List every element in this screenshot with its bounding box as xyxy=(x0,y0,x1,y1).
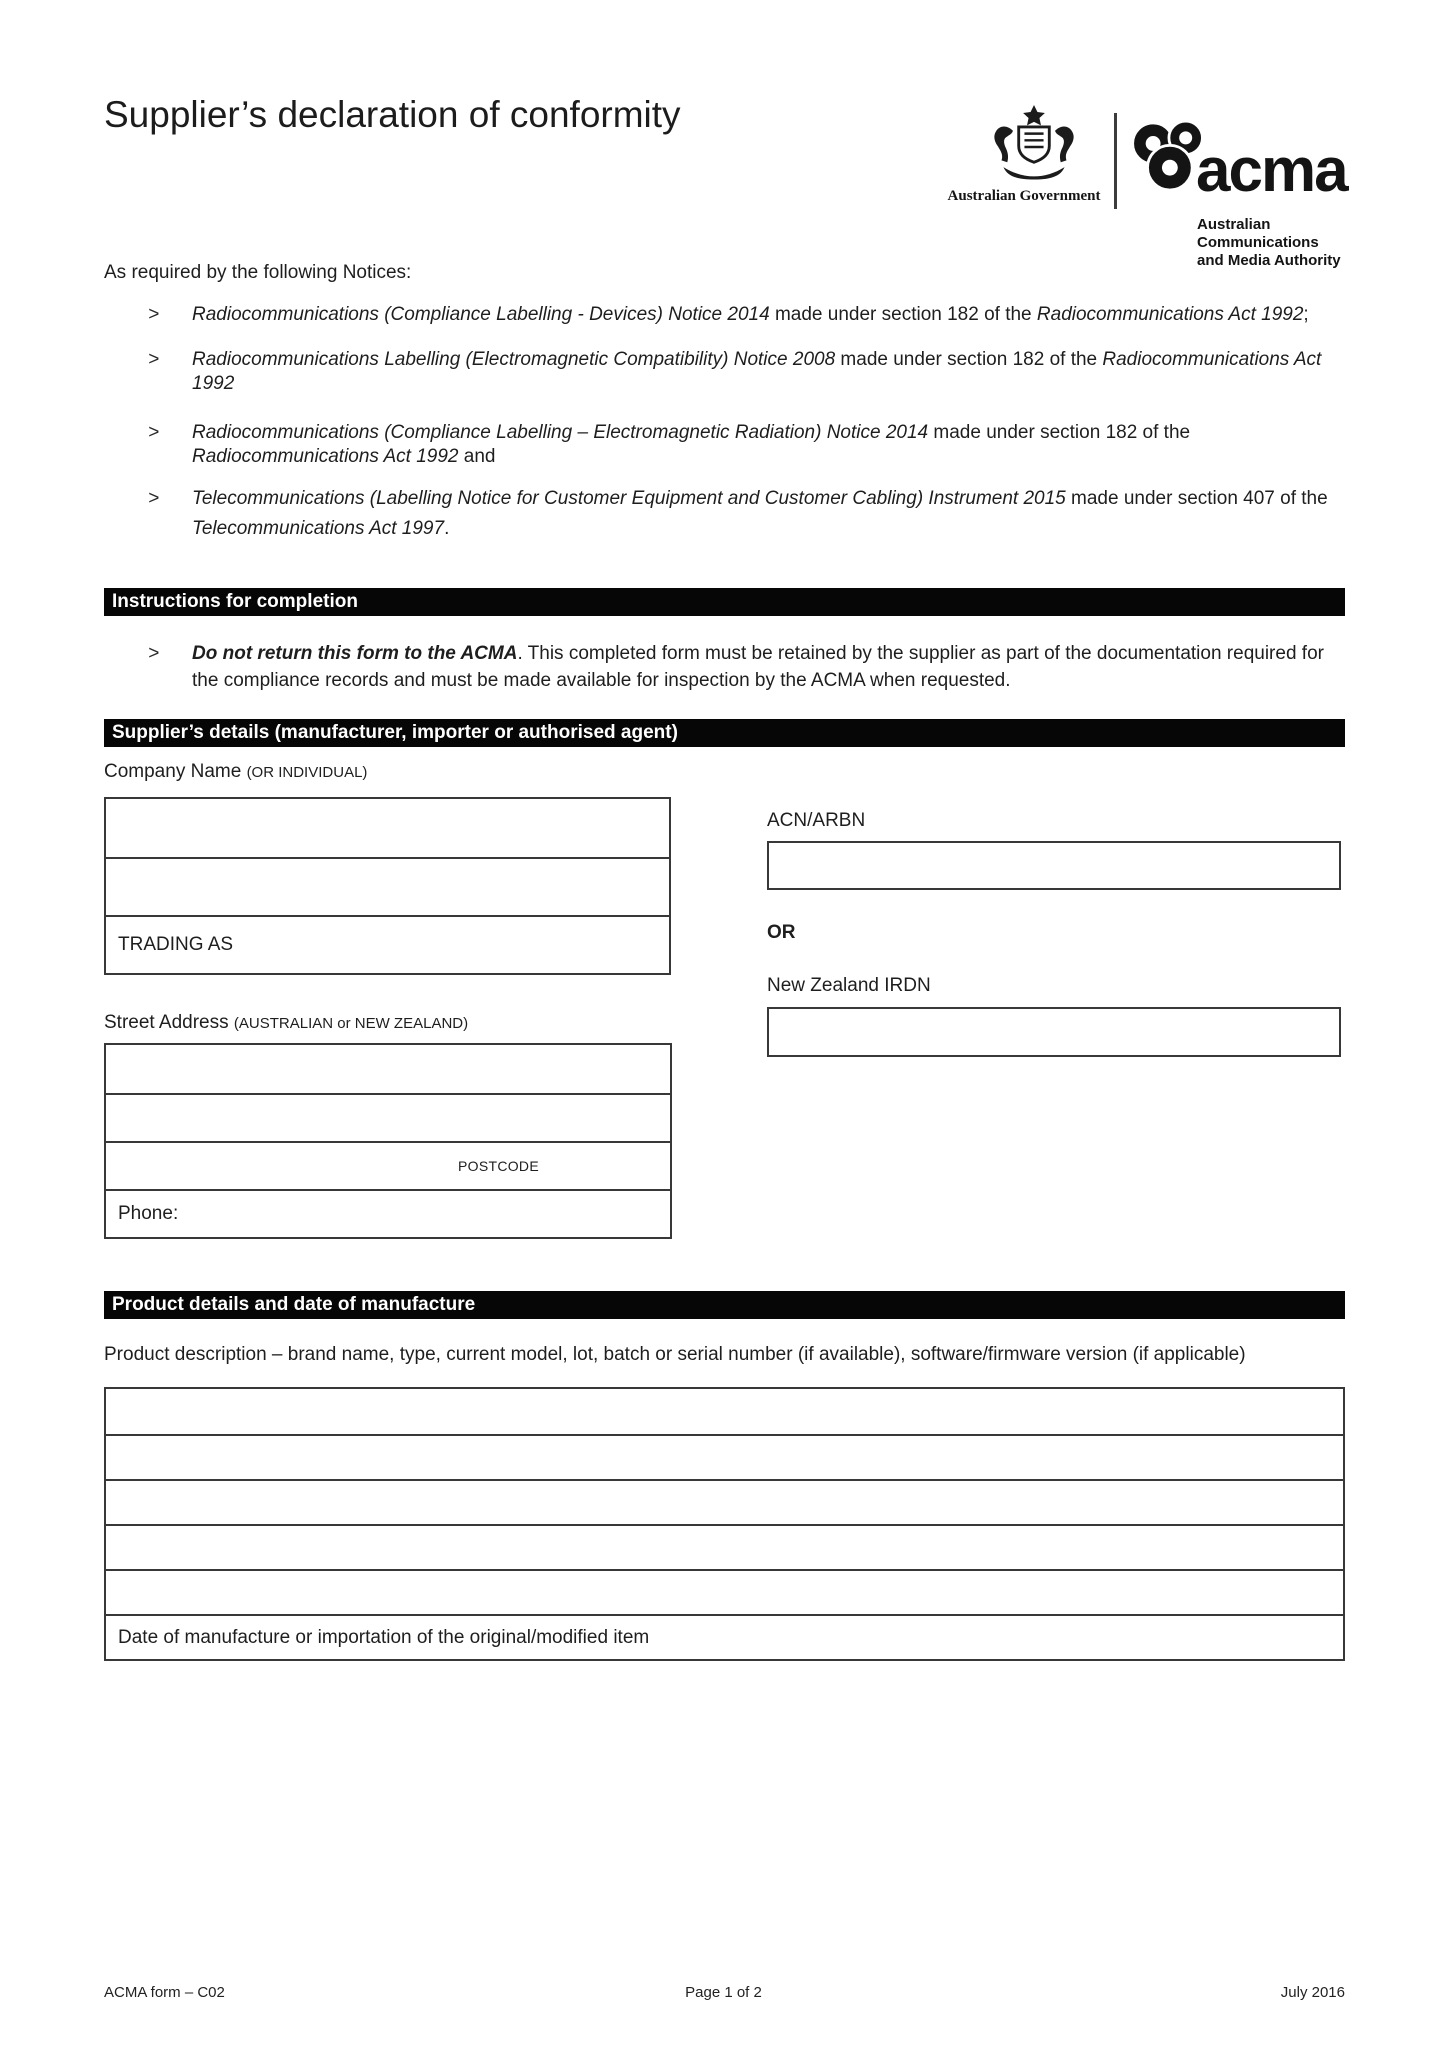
product-description-input-row[interactable] xyxy=(106,1389,1343,1434)
chevron-bullet-icon: > xyxy=(148,643,160,664)
acma-subtitle-line: and Media Authority xyxy=(1197,252,1341,269)
phone-label: Phone: xyxy=(118,1203,179,1224)
chevron-bullet-icon: > xyxy=(148,304,160,325)
page-title: Supplier’s declaration of conformity xyxy=(104,94,681,135)
instruction-text: Do not return this form to the ACMA. This completed form must be retained by the supplier as part of the documentation required for the compliance records and must be made available for inspection by the ACMA when requested. xyxy=(192,643,1324,691)
notice-item xyxy=(148,303,1348,327)
phone-input[interactable] xyxy=(106,1189,670,1237)
notice-text: Radiocommunications Labelling (Electromagnetic Compatibility) Notice 2008 made under section 182 of the Radiocommunications Act 1992 xyxy=(192,348,1322,394)
trading-as-input[interactable] xyxy=(106,915,669,973)
postcode-label: POSTCODE xyxy=(458,1158,539,1174)
notice-text: Radiocommunications (Compliance Labelling – Electromagnetic Radiation) Notice 2014 made under section 182 of the Radiocommunications Act 1992 and xyxy=(192,421,1191,467)
company-name-label-qualifier: (OR INDIVIDUAL) xyxy=(246,764,368,781)
chevron-bullet-icon: > xyxy=(148,421,160,443)
instruction-item xyxy=(148,641,1348,695)
or-label: OR xyxy=(767,922,796,943)
section-header-supplier-details: Supplier’s details (manufacturer, importer or authorised agent) xyxy=(104,719,1345,747)
footer-page-number: Page 1 of 2 xyxy=(685,1984,762,2001)
street-address-box xyxy=(104,1043,672,1239)
company-name-label: Company Name (OR INDIVIDUAL) xyxy=(104,761,368,782)
footer-date: July 2016 xyxy=(1280,1984,1345,2001)
acma-subtitle-line: Australian xyxy=(1197,216,1271,233)
notice-text: Telecommunications (Labelling Notice for Customer Equipment and Customer Cabling) Instrument 2015 made under section 407 of the Telecommunications Act 1997. xyxy=(192,487,1328,539)
chevron-bullet-icon: > xyxy=(148,487,160,509)
product-description-input-row[interactable] xyxy=(106,1569,1343,1614)
date-of-manufacture-label: Date of manufacture or importation of the original/modified item xyxy=(118,1626,650,1648)
notice-item xyxy=(148,348,1348,396)
product-description-input-row[interactable] xyxy=(106,1524,1343,1569)
street-address-line1-input[interactable] xyxy=(106,1045,670,1093)
notice-text: Radiocommunications (Compliance Labelling - Devices) Notice 2014 made under section 182 of the Radiocommunications Act 1992; xyxy=(192,304,1309,325)
section-header-product-details: Product details and date of manufacture xyxy=(104,1291,1345,1319)
notice-item xyxy=(148,421,1348,469)
australian-government-crest-icon xyxy=(975,104,1093,195)
product-description-input-row[interactable] xyxy=(106,1479,1343,1524)
section-header-instructions: Instructions for completion xyxy=(104,588,1345,616)
acma-wordmark: acma xyxy=(1196,136,1347,205)
acn-arbn-label: ACN/ARBN xyxy=(767,810,866,831)
product-description-input-row[interactable] xyxy=(106,1434,1343,1479)
acma-subtitle-line: Communications xyxy=(1197,234,1319,251)
company-name-input-line2[interactable] xyxy=(106,857,669,915)
company-name-box xyxy=(104,797,671,975)
date-of-manufacture-input[interactable] xyxy=(106,1614,1343,1659)
footer-form-id: ACMA form – C02 xyxy=(104,1984,225,2001)
product-description-label: Product description – brand name, type, current model, lot, batch or serial number (if available), software/firmware version (if applicable) xyxy=(104,1344,1246,1365)
trading-as-label: TRADING AS xyxy=(118,934,234,955)
chevron-bullet-icon: > xyxy=(148,348,160,370)
street-address-label-qualifier: (AUSTRALIAN or NEW ZEALAND) xyxy=(233,1015,469,1032)
notice-item xyxy=(148,484,1348,544)
logo-divider xyxy=(1114,113,1117,209)
australian-government-label: Australian Government xyxy=(947,188,1101,204)
acma-subtitle xyxy=(1197,216,1341,270)
street-address-label: Street Address (AUSTRALIAN or NEW ZEALAND) xyxy=(104,1012,469,1033)
notices-intro: As required by the following Notices: xyxy=(104,262,412,283)
postcode-input[interactable] xyxy=(106,1141,670,1189)
company-name-input[interactable] xyxy=(106,799,669,857)
acn-arbn-input[interactable] xyxy=(767,841,1341,890)
nz-irdn-input[interactable] xyxy=(767,1007,1341,1057)
street-address-line2-input[interactable] xyxy=(106,1093,670,1141)
notices-list xyxy=(148,303,1348,565)
nz-irdn-label: New Zealand IRDN xyxy=(767,975,931,996)
product-description-box xyxy=(104,1387,1345,1661)
